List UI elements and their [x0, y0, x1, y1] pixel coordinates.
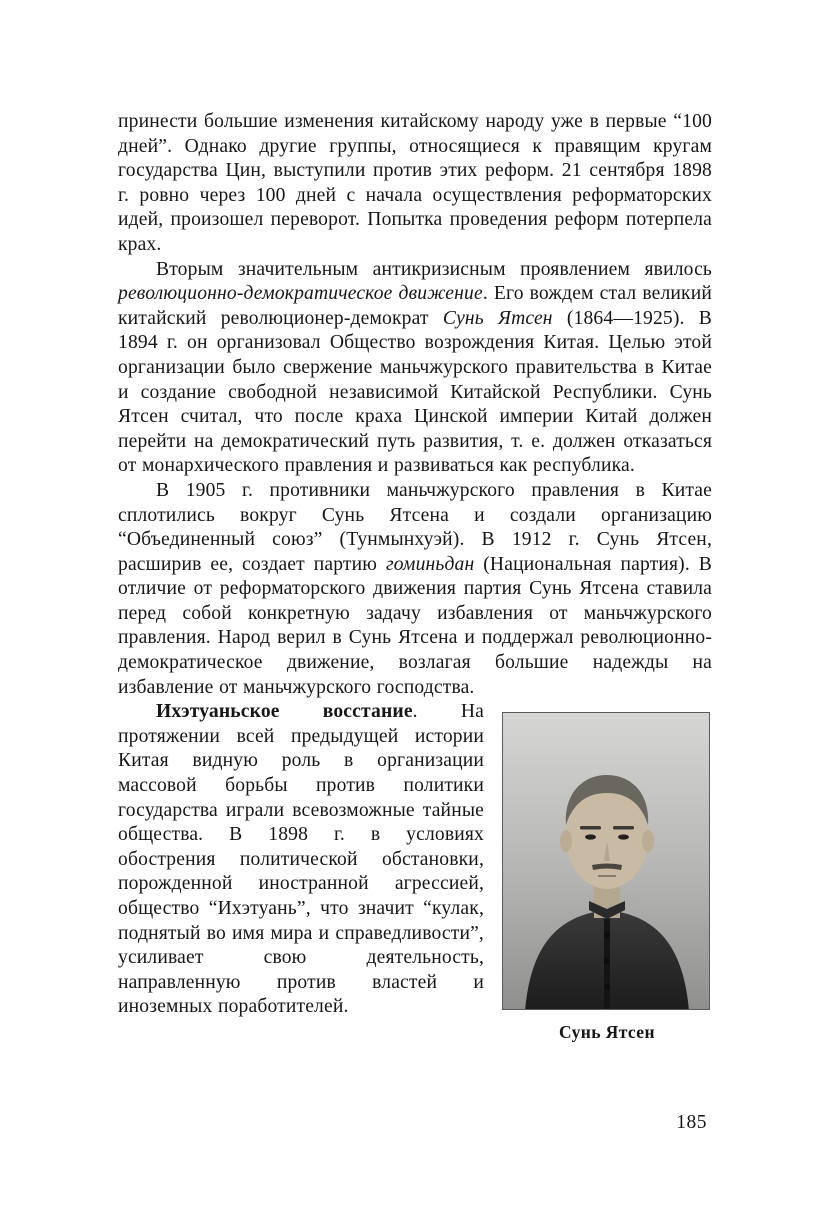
emphasis-revolutionary-democratic-movement: революционно-демократическое движение	[118, 283, 483, 305]
para3-text-1: В 1905 г. противники маньчжурского правления в Китае сплотились вокруг Сунь Ятсена и создали организацию “Объединенный союз” (Тунмынхуэй). В 1912 г. Сунь Ятсен, расширив ее, создает партию	[118, 479, 712, 575]
portrait-photo-graphic	[503, 713, 710, 1010]
emphasis-sun-yatsen-name: Сунь Ятсен	[442, 307, 553, 329]
paragraph-3	[118, 479, 712, 700]
photo-figure	[502, 712, 712, 1043]
paragraph-1: принести большие изменения китайскому народу уже в первые “100 дней”. Однако другие группы, относящиеся к правящим кругам государства Цин, выступили против этих реформ. 21 сентября 1898 г. ровно через 100 дней с начала осуществления реформаторских идей, произошел переворот. Попытка проведения реформ потерпела крах.	[118, 111, 712, 255]
text-column	[118, 110, 712, 1043]
page-number: 185	[676, 1112, 707, 1133]
para2-text-3: (1864—1925). В 1894 г. он организовал Общество возрождения Китая. Целью этой организации было свержение маньчжурского правительства в Китае и создание свободной независимой Китайской Республики. Сунь Ятсен считал, что после краха Цинской империи Китай должен перейти на демократический путь развития, т. е. должен отказаться от монархического правления и развиваться как республика.	[118, 307, 712, 477]
photo-caption: Сунь Ятсен	[559, 1022, 655, 1043]
paragraph-2	[118, 258, 712, 479]
section-ihetuan-uprising	[118, 700, 712, 1043]
para3-text-2: (Национальная партия). В отличие от реформаторского движения партия Сунь Ятсена ставила перед собой конкретную задачу избавления от маньчжурского правления. Народ верил в Сунь Ятсена и поддержал революционно-демократическое движение, возлагая большие надежды на избавление от маньчжурского господства.	[118, 553, 712, 698]
heading-ihetuan-uprising: Ихэтуаньское восстание	[156, 701, 413, 723]
para2-text-2: . Его вождем стал великий китайский революционер-демократ	[118, 283, 712, 329]
emphasis-guomindang: гоминьдан	[385, 553, 475, 575]
para2-text-1: Вторым значительным антикризисным проявлением явилось	[156, 258, 712, 280]
sun-yatsen-portrait	[502, 712, 710, 1010]
para4-text-1: . На протяжении всей предыдущей истории Китая видную роль в организации массовой борьбы против политики государства играли всевозможные тайные общества. В 1898 г. в условиях обострения политической обстановки, порожденной иностранной агрессией, общество “Ихэтуань”, что значит “кулак, поднятый во имя мира и справедливости”, усиливает свою деятельность, направленную против властей и иноземных поработителей.	[118, 701, 484, 1018]
